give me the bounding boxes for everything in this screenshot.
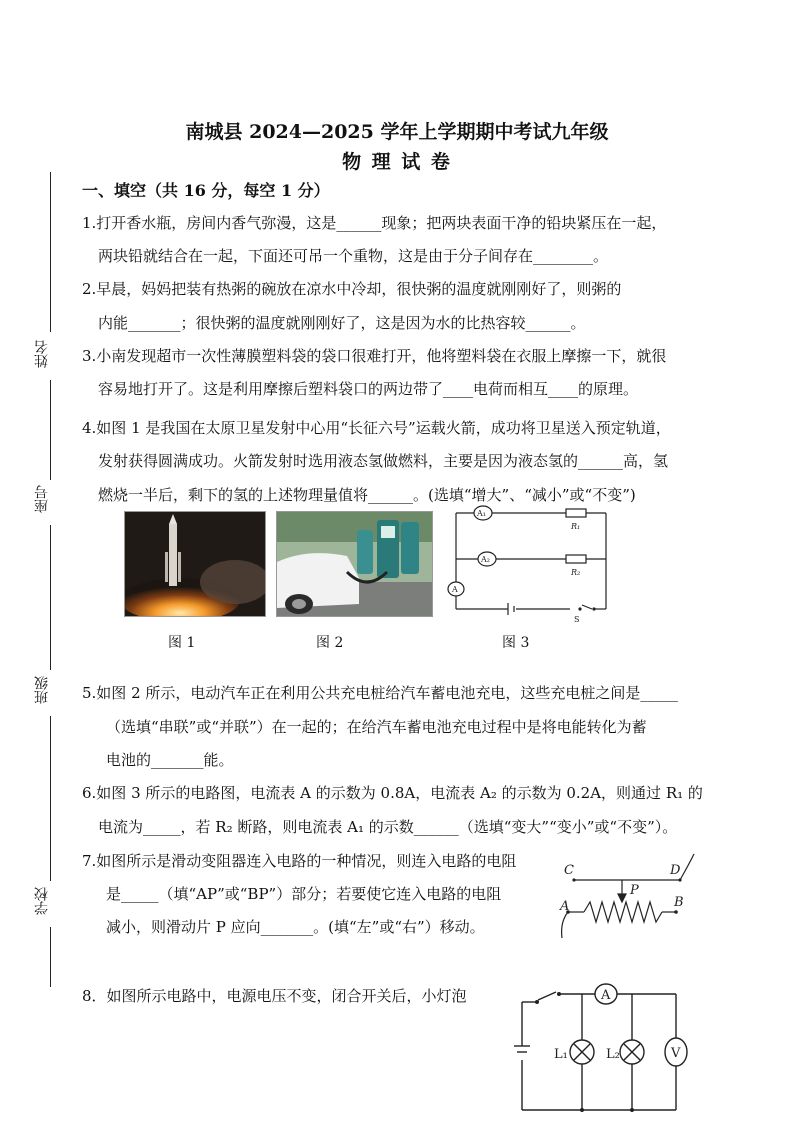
q7-line-1: 7.如图所示是滑动变阻器连入电路的一种情况，则连入电路的电阻 <box>82 852 517 870</box>
q1-line-2: 两块铅就结合在一起，下面还可吊一个重物，这是由于分子间存在________。 <box>98 247 609 265</box>
fig8-label-l2: L₂ <box>606 1047 620 1062</box>
sidebar-label-seat: 座号 <box>34 485 50 513</box>
q6-line-1: 6.如图 3 所示的电路图，电流表 A 的示数为 0.8A，电流表 A₂ 的示数为 0.2A，则通过 R₁ 的 <box>82 784 703 802</box>
sidebar-label-name: 姓名 <box>34 340 50 368</box>
fig3-label-a2: A₂ <box>481 555 490 564</box>
figure-1-rocket-photo <box>124 511 266 617</box>
q8-line-1: 8．如图所示电路中，电源电压不变，闭合开关后，小灯泡 <box>82 987 467 1005</box>
q7-line-2: 是_____（填“AP”或“BP”）部分；若要使它连入电路的电阻 <box>106 885 502 903</box>
q1-line-1: 1.打开香水瓶，房间内香气弥漫，这是______现象；把两块表面干净的铅块紧压在一起， <box>82 214 667 232</box>
section-heading: 一、填空（共 16 分，每空 1 分） <box>82 181 330 200</box>
q5-line-2: （选填“串联”或“并联”）在一起的；在给汽车蓄电池充电过程中是将电能转化为蓄 <box>106 718 647 736</box>
q6-line-2: 电流为_____，若 R₂ 断路，则电流表 A₁ 的示数______（选填“变大”“变小”或“不变”）。 <box>98 818 678 836</box>
fig8-label-l1: L₁ <box>554 1047 568 1062</box>
figure-3-circuit <box>440 505 620 625</box>
rheostat-label-d: D <box>670 863 681 878</box>
exam-subtitle: 物 理 试 卷 <box>342 151 452 173</box>
fig3-label-a1: A₁ <box>477 509 486 518</box>
q2-line-2: 内能_______；很快粥的温度就刚刚好了，这是因为水的比热容较______。 <box>98 314 586 332</box>
figure-8-circuit <box>506 976 706 1116</box>
fig3-label-s: S <box>574 615 580 624</box>
rheostat-label-b: B <box>674 895 684 910</box>
q4-line-3: 燃烧一半后，剩下的氢的上述物理量值将______。(选填“增大”、“减小”或“不变”) <box>98 486 636 504</box>
rheostat-label-a: A <box>560 899 570 914</box>
q7-line-3: 减小，则滑动片 P 应向_______。(填“左”或“右”）移动。 <box>106 918 485 936</box>
figure-3-caption: 图 3 <box>502 635 530 651</box>
rheostat-label-c: C <box>564 863 574 878</box>
q4-line-1: 4.如图 1 是我国在太原卫星发射中心用“长征六号”运载火箭，成功将卫星送入预定轨道， <box>82 419 671 437</box>
figure-2-caption: 图 2 <box>316 635 344 651</box>
q3-line-2: 容易地打开了。这是利用摩擦后塑料袋口的两边带了____电荷而相互____的原理。 <box>98 380 639 398</box>
q5-line-1: 5.如图 2 所示，电动汽车正在利用公共充电桩给汽车蓄电池充电，这些充电桩之间是_____ <box>82 684 678 702</box>
fig3-label-r1: R₁ <box>571 522 581 531</box>
q5-line-3: 电池的_______能。 <box>106 751 234 769</box>
figure-1-caption: 图 1 <box>168 635 196 651</box>
fig8-label-v: V <box>671 1046 681 1061</box>
rheostat-label-p: P <box>630 883 639 898</box>
q3-line-1: 3.小南发现超市一次性薄膜塑料袋的袋口很难打开，他将塑料袋在衣服上摩擦一下，就很 <box>82 347 667 365</box>
exam-title: 南城县 2024—2025 学年上学期期中考试九年级 <box>185 121 609 143</box>
fig3-label-a: A <box>452 585 458 594</box>
figure-2-charging-photo <box>276 511 433 617</box>
q4-line-2: 发射获得圆满成功。火箭发射时选用液态氢做燃料，主要是因为液态氢的______高，氢 <box>98 452 669 470</box>
sidebar-label-class: 班级 <box>34 676 50 704</box>
fig8-label-a: A <box>601 988 611 1003</box>
fig3-label-r2: R₂ <box>571 568 581 577</box>
rheostat-figure <box>552 846 702 942</box>
q2-line-1: 2.早晨，妈妈把装有热粥的碗放在凉水中冷却，很快粥的温度就刚刚好了，则粥的 <box>82 280 622 298</box>
sidebar-label-school: 学校 <box>34 887 50 915</box>
